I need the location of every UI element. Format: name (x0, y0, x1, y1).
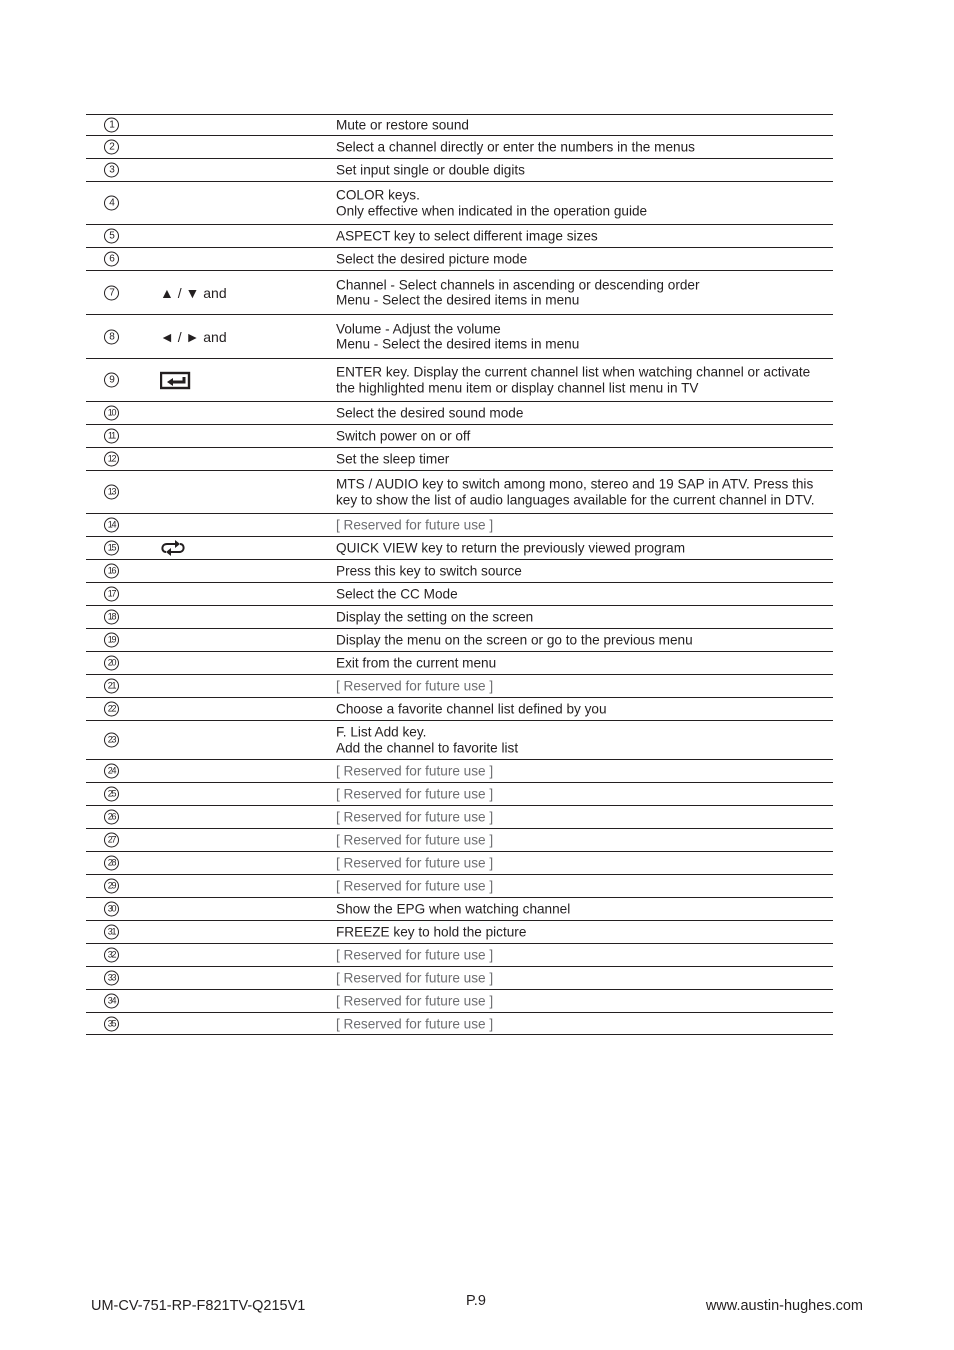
table-row (86, 514, 833, 537)
table-row (86, 898, 833, 921)
key-description (336, 901, 833, 917)
table-row (86, 225, 833, 248)
table-row (86, 448, 833, 471)
table-row (86, 359, 833, 402)
document-code: UM-CV-751-RP-F821TV-Q215V1 (91, 1298, 306, 1314)
description-line: [ Reserved for future use ] (336, 970, 494, 986)
key-number-badge: 12 (104, 452, 119, 467)
key-description (336, 763, 833, 779)
table-row (86, 537, 833, 560)
key-description (336, 139, 833, 155)
table-row (86, 159, 833, 182)
description-line: Select the desired picture mode (336, 251, 528, 267)
key-number-badge: 1 (104, 118, 119, 133)
description-line: QUICK VIEW key to return the previously viewed program (336, 540, 686, 556)
description-line: Select the desired sound mode (336, 405, 524, 421)
key-number-badge: 10 (104, 406, 119, 421)
table-row (86, 315, 833, 359)
key-number-badge: 14 (104, 518, 119, 533)
key-description (336, 517, 833, 533)
description-line: [ Reserved for future use ] (336, 809, 494, 825)
table-row (86, 721, 833, 760)
key-number-badge: 27 (104, 833, 119, 848)
key-number-badge: 25 (104, 787, 119, 802)
key-number-badge: 6 (104, 252, 119, 267)
key-label: ▲ / ▼ and (160, 284, 227, 301)
key-description (336, 878, 833, 894)
description-line: Display the setting on the screen (336, 609, 534, 625)
key-description (336, 609, 833, 625)
description-line: [ Reserved for future use ] (336, 517, 494, 533)
table-row (86, 402, 833, 425)
key-number-badge: 32 (104, 948, 119, 963)
key-description (336, 188, 833, 219)
key-number-badge: 13 (104, 485, 119, 500)
key-number-badge: 35 (104, 1016, 119, 1031)
key-description (336, 832, 833, 848)
description-line: Only effective when indicated in the operation guide (336, 203, 648, 218)
key-number-badge: 15 (104, 541, 119, 556)
description-line: Menu - Select the desired items in menu (336, 292, 580, 308)
key-number-badge: 30 (104, 902, 119, 917)
key-description (336, 993, 833, 1009)
description-line: [ Reserved for future use ] (336, 763, 494, 779)
description-line: FREEZE key to hold the picture (336, 924, 527, 940)
key-number-badge: 31 (104, 925, 119, 940)
enter-icon (160, 369, 194, 391)
table-row (86, 471, 833, 514)
description-line: the highlighted menu item or display channel list menu in TV (336, 380, 699, 395)
key-number-badge: 5 (104, 229, 119, 244)
key-number-badge: 7 (104, 285, 119, 300)
description-line: Volume - Adjust the volume (336, 321, 501, 336)
key-description (336, 655, 833, 671)
table-row (86, 675, 833, 698)
description-line: Display the menu on the screen or go to the previous menu (336, 632, 693, 648)
table-row (86, 583, 833, 606)
description-line: [ Reserved for future use ] (336, 993, 494, 1009)
key-description (336, 809, 833, 825)
key-description (336, 428, 833, 444)
key-description (336, 701, 833, 717)
key-number-badge: 20 (104, 656, 119, 671)
key-number-badge: 28 (104, 856, 119, 871)
table-row (86, 875, 833, 898)
key-number-badge: 8 (104, 329, 119, 344)
table-row (86, 852, 833, 875)
key-number-badge: 33 (104, 971, 119, 986)
key-description (336, 678, 833, 694)
key-number-badge: 29 (104, 879, 119, 894)
description-line: Select the CC Mode (336, 586, 458, 602)
description-line: [ Reserved for future use ] (336, 832, 494, 848)
key-description (336, 117, 833, 133)
table-row (86, 271, 833, 315)
description-line: Switch power on or off (336, 428, 471, 444)
key-description (336, 947, 833, 963)
key-number-badge: 23 (104, 733, 119, 748)
description-line: Show the EPG when watching channel (336, 901, 571, 917)
table-row (86, 182, 833, 225)
description-line: Press this key to switch source (336, 563, 522, 579)
description-line: [ Reserved for future use ] (336, 947, 494, 963)
table-row (86, 967, 833, 990)
table-row (86, 990, 833, 1013)
key-number-badge: 21 (104, 679, 119, 694)
page-number: P.9 (466, 1293, 486, 1309)
table-row (86, 783, 833, 806)
key-description (336, 277, 833, 308)
table-row (86, 806, 833, 829)
key-description (336, 786, 833, 802)
table-row (86, 829, 833, 852)
description-line: Select a channel directly or enter the numbers in the menus (336, 139, 695, 155)
table-row (86, 760, 833, 783)
key-description (336, 251, 833, 267)
table-row (86, 944, 833, 967)
description-line: COLOR keys. (336, 187, 420, 203)
table-row (86, 136, 833, 159)
key-number-badge: 24 (104, 764, 119, 779)
key-description (336, 924, 833, 940)
table-row (86, 1013, 833, 1035)
description-line: Add the channel to favorite list (336, 740, 519, 755)
description-line: Set input single or double digits (336, 162, 525, 178)
table-row (86, 652, 833, 675)
description-line: ASPECT key to select different image sizes (336, 228, 598, 244)
key-description (336, 563, 833, 579)
key-number-badge: 26 (104, 810, 119, 825)
table-row (86, 115, 833, 136)
table-row (86, 606, 833, 629)
key-description (336, 632, 833, 648)
table-row (86, 698, 833, 721)
key-number-badge: 34 (104, 994, 119, 1009)
description-line: Channel - Select channels in ascending or descending order (336, 277, 700, 292)
key-description (336, 321, 833, 352)
key-description (336, 855, 833, 871)
table-row (86, 248, 833, 271)
description-line: Exit from the current menu (336, 655, 497, 671)
description-line: F. List Add key. (336, 724, 427, 740)
description-line: [ Reserved for future use ] (336, 786, 494, 802)
key-number-badge: 17 (104, 587, 119, 602)
table-row (86, 921, 833, 944)
description-line: [ Reserved for future use ] (336, 1015, 494, 1031)
key-number-badge: 16 (104, 564, 119, 579)
key-number-badge: 4 (104, 196, 119, 211)
key-description (336, 477, 833, 508)
key-number-badge: 22 (104, 702, 119, 717)
key-number-badge: 11 (104, 429, 119, 444)
key-label: ◄ / ► and (160, 328, 227, 345)
table-row (86, 560, 833, 583)
description-line: Set the sleep timer (336, 451, 450, 467)
key-description (336, 451, 833, 467)
key-description (336, 725, 833, 756)
description-line: ENTER key. Display the current channel list when watching channel or activate (336, 364, 811, 380)
description-line: Mute or restore sound (336, 117, 469, 133)
key-description (336, 970, 833, 986)
description-line: [ Reserved for future use ] (336, 855, 494, 871)
key-description (336, 365, 833, 396)
key-description (336, 586, 833, 602)
description-line: MTS / AUDIO key to switch among mono, stereo and 19 SAP in ATV. Press this (336, 476, 814, 492)
key-number-badge: 2 (104, 140, 119, 155)
description-line: Menu - Select the desired items in menu (336, 336, 580, 352)
description-line: [ Reserved for future use ] (336, 678, 494, 694)
key-number-badge: 18 (104, 610, 119, 625)
description-line: [ Reserved for future use ] (336, 878, 494, 894)
key-description (336, 540, 833, 556)
quick-view-icon (160, 539, 186, 557)
website-link[interactable]: www.austin-hughes.com (705, 1298, 863, 1314)
key-number-badge: 19 (104, 633, 119, 648)
key-number-badge: 3 (104, 163, 119, 178)
description-line: key to show the list of audio languages available for the current channel in DTV. (336, 492, 815, 507)
description-line: Choose a favorite channel list defined by you (336, 701, 607, 717)
remote-key-table (86, 114, 833, 1035)
table-row (86, 425, 833, 448)
key-description (336, 1016, 833, 1032)
key-number-badge: 9 (104, 373, 119, 388)
key-description (336, 162, 833, 178)
key-description (336, 228, 833, 244)
table-row (86, 629, 833, 652)
key-description (336, 405, 833, 421)
